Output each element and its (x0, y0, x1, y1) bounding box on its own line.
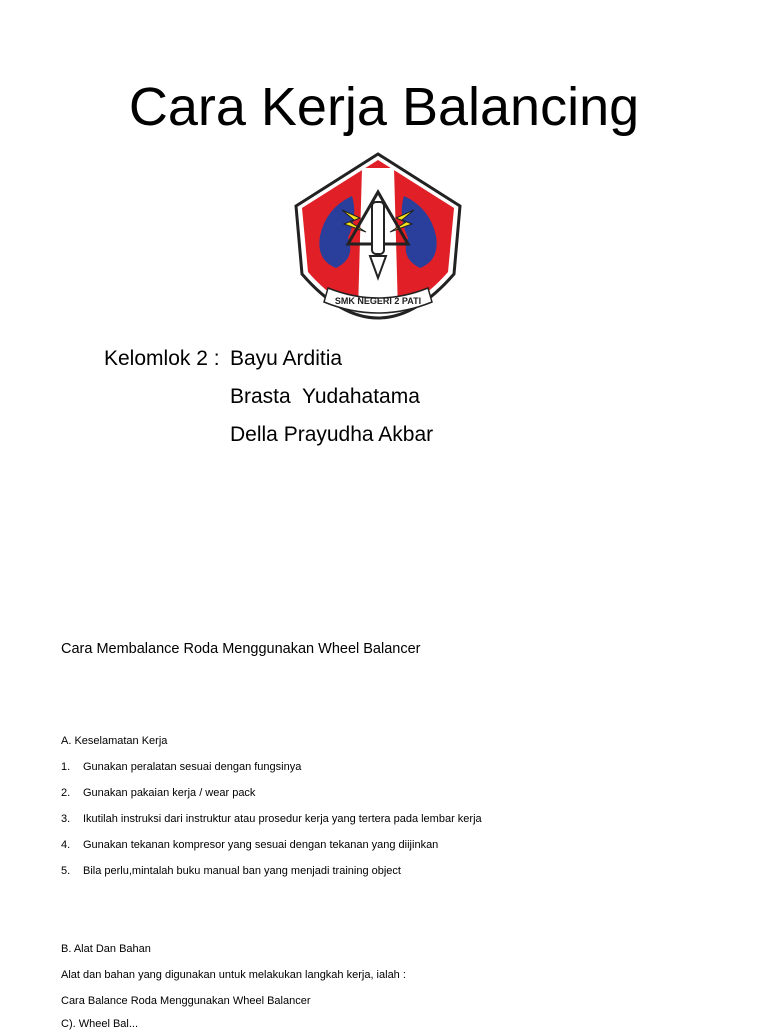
group-member: Bayu Arditia (230, 347, 343, 370)
list-item-text: Bila perlu,mintalah buku manual ban yang menjadi training object (83, 865, 401, 877)
list-item (61, 785, 255, 801)
section-b-line-cut: C). Wheel Bal... (61, 1018, 139, 1030)
list-item-text: Gunakan pakaian kerja / wear pack (83, 787, 256, 799)
logo-spark-plug (372, 202, 384, 254)
list-item (61, 811, 482, 827)
section-b-line: Cara Balance Roda Menggunakan Wheel Balancer (61, 995, 311, 1007)
list-item-number: 4. (61, 839, 71, 851)
group-member: Brasta Yudahatama (230, 385, 420, 408)
list-item-number: 1. (61, 761, 71, 773)
group-row-2 (104, 378, 433, 416)
logo-ribbon-text: SMK NEGERI 2 PATI (334, 296, 422, 306)
group-label: Kelomlok 2 : (104, 347, 220, 370)
section-a-heading: A. Keselamatan Kerja (61, 735, 168, 747)
list-item (61, 759, 301, 775)
list-item-text: Gunakan peralatan sesuai dengan fungsinya (83, 761, 302, 773)
list-item-number: 5. (61, 865, 71, 877)
section-title: Cara Membalance Roda Menggunakan Wheel Balancer (61, 641, 421, 657)
list-item-text: Gunakan tekanan kompresor yang sesuai dengan tekanan yang diijinkan (83, 839, 439, 851)
school-logo (286, 148, 470, 322)
group-member: Della Prayudha Akbar (230, 423, 434, 446)
group-row-1 (104, 340, 433, 378)
list-item-number: 3. (61, 813, 71, 825)
group-row-3 (104, 416, 433, 454)
list-item (61, 837, 438, 853)
list-item (61, 863, 401, 879)
group-block (104, 340, 433, 454)
list-item-number: 2. (61, 787, 71, 799)
section-b-intro: Alat dan bahan yang digunakan untuk melakukan langkah kerja, ialah : (61, 969, 406, 981)
section-b-heading: B. Alat Dan Bahan (61, 943, 151, 955)
document-title: Cara Kerja Balancing (128, 77, 640, 137)
list-item-text: Ikutilah instruksi dari instruktur atau prosedur kerja yang tertera pada lembar kerja (83, 813, 482, 825)
